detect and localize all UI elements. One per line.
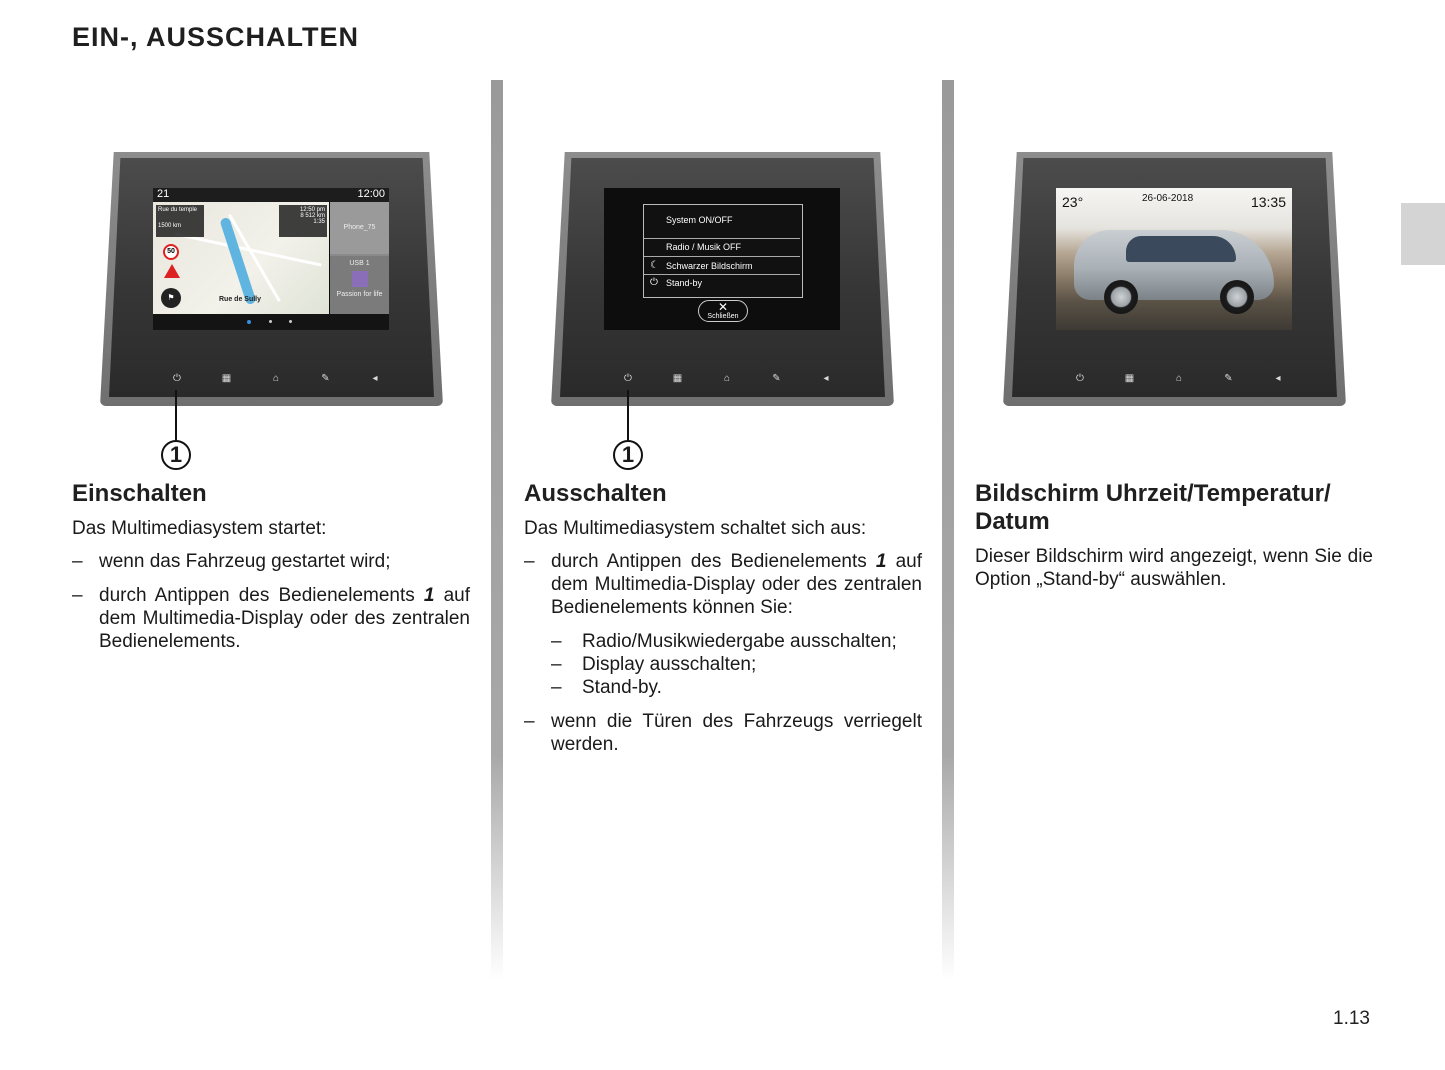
list-item: – durch Antippen des Bedienelements 1 auf dem Multimedia-Display oder des zentralen Bedienelements.	[72, 584, 470, 653]
menu-grid-icon[interactable]: ▦	[221, 373, 232, 384]
compass-icon: ⚑	[161, 288, 181, 308]
list-item: – wenn die Türen des Fahrzeugs verriegelt werden.	[524, 710, 922, 756]
menu-grid-icon[interactable]: ▦	[672, 373, 683, 384]
section-ausschalten	[524, 480, 922, 767]
hardware-buttons	[621, 370, 833, 388]
chapter-tab	[1401, 203, 1445, 265]
callout-line	[175, 390, 177, 442]
close-button[interactable]: ✕ Schließen	[698, 300, 748, 322]
home-icon[interactable]: ⌂	[1175, 373, 1183, 384]
status-bar: 21 12:00	[153, 188, 389, 202]
voice-icon[interactable]: ✎	[772, 373, 781, 384]
power-icon[interactable]: ⏻	[624, 373, 632, 384]
section-standby-screen	[975, 480, 1373, 601]
section-einschalten	[72, 480, 470, 664]
callout-line	[627, 390, 629, 442]
home-icon[interactable]: ⌂	[723, 373, 731, 384]
option-list	[551, 630, 922, 699]
section-heading: Ausschalten	[524, 480, 667, 507]
menu-item-black-screen[interactable]: ☾ Schwarzer Bildschirm	[650, 260, 753, 271]
date: 26-06-2018	[1142, 193, 1194, 204]
sub-list-item: – Radio/Musikwiedergabe ausschalten;	[551, 630, 922, 653]
list-item: – durch Antippen des Bedienelements 1 auf dem Multimedia-Display oder des zentralen Bedienelements können Sie: – Radio/Musikwiedergabe ausschalten; – Display ausschalten; – Stand-by.	[524, 550, 922, 699]
multimedia-device-navigation	[100, 152, 443, 406]
volume-icon[interactable]: ◂	[372, 373, 378, 384]
temperature: 23°	[1062, 194, 1084, 210]
eta-info: 12:50 pm 8 512 km 1:35	[279, 205, 327, 237]
hardware-buttons	[1073, 370, 1285, 388]
close-icon: ✕	[717, 300, 729, 314]
home-icon[interactable]: ⌂	[272, 373, 280, 384]
widget-panel	[330, 202, 389, 314]
turn-info: Rue du temple 1500 km	[156, 205, 204, 237]
page-number: 1.13	[1333, 1008, 1370, 1029]
section-heading: Einschalten	[72, 480, 207, 507]
menu-item-standby[interactable]: ⏻ Stand-by	[650, 277, 703, 288]
section-heading: Bildschirm Uhrzeit/Temperatur/ Datum	[975, 480, 1331, 535]
street-label: Rue de Sully	[219, 296, 262, 303]
condition-list	[524, 550, 922, 756]
sub-list-item: – Stand-by.	[551, 676, 922, 699]
multimedia-device-standby	[1003, 152, 1346, 406]
volume-icon[interactable]: ◂	[1275, 373, 1281, 384]
callout-1: 1	[613, 440, 643, 470]
phone-tile: Phone_75	[330, 202, 389, 254]
menu-grid-icon[interactable]: ▦	[1124, 373, 1135, 384]
callout-1: 1	[161, 440, 191, 470]
warning-sign-icon	[164, 264, 180, 278]
time: 13:35	[1250, 194, 1286, 210]
power-menu-screen	[604, 188, 840, 330]
power-menu	[643, 204, 803, 298]
volume-icon[interactable]: ◂	[823, 373, 829, 384]
column-divider-left	[491, 80, 503, 980]
standby-screen	[1056, 188, 1292, 330]
section-text: Dieser Bildschirm wird angezeigt, wenn Sie die Option „Stand-by“ auswählen.	[975, 546, 1373, 590]
menu-item-radio-off[interactable]: Radio / Musik OFF	[666, 242, 742, 252]
page-title: EIN-, AUSSCHALTEN	[72, 22, 359, 52]
multimedia-device-menu	[551, 152, 894, 406]
album-art-icon	[352, 271, 368, 287]
column-divider-right	[942, 80, 954, 980]
speed-limit-sign: 50	[163, 244, 179, 260]
list-item: – wenn das Fahrzeug gestartet wird;	[72, 550, 470, 573]
power-icon: ⏻	[650, 277, 658, 288]
page-indicator	[153, 314, 389, 330]
moon-icon: ☾	[650, 260, 659, 271]
power-icon[interactable]: ⏻	[1076, 373, 1084, 384]
section-intro: Das Multimediasystem schaltet sich aus:	[524, 518, 867, 539]
voice-icon[interactable]: ✎	[321, 373, 330, 384]
navigation-screen	[153, 188, 389, 330]
music-tile: USB 1 Passion for life	[330, 256, 389, 314]
voice-icon[interactable]: ✎	[1224, 373, 1233, 384]
hardware-buttons	[170, 370, 382, 388]
power-icon[interactable]: ⏻	[173, 373, 181, 384]
condition-list	[72, 550, 470, 653]
section-intro: Das Multimediasystem startet:	[72, 518, 327, 539]
sub-list-item: – Display ausschalten;	[551, 653, 922, 676]
map-view	[153, 188, 329, 314]
menu-title: System ON/OFF	[666, 215, 733, 225]
